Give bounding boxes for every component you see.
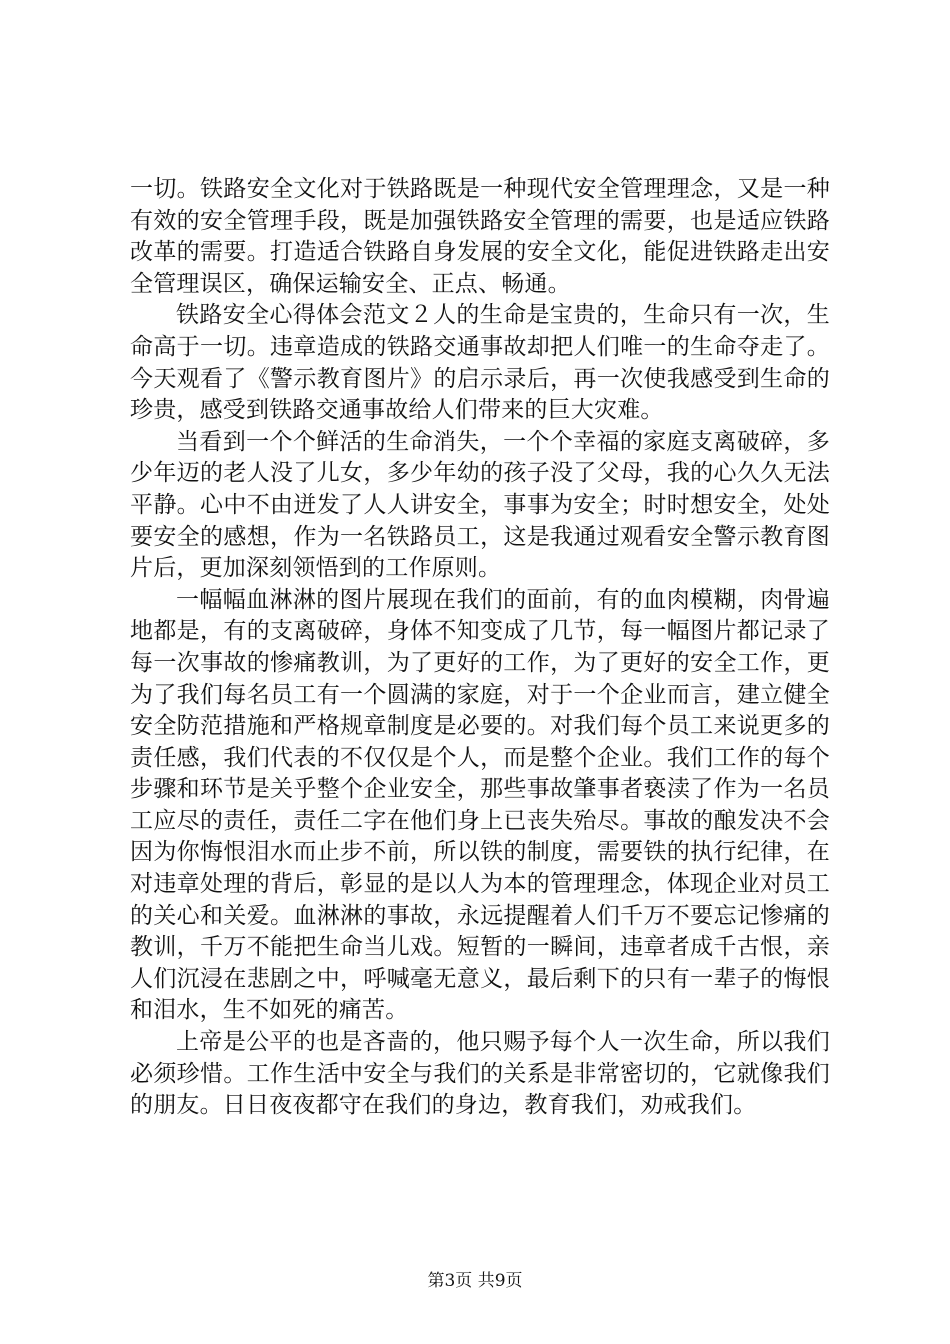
paragraph-1: 一切。铁路安全文化对于铁路既是一种现代安全管理理念，又是一种有效的安全管理手段，既是加强铁路安全管理的需要，也是适应铁路改革的需要。打造适合铁路自身发展的安全文化，能促进铁路走出安全管理误区，确保运输安全、正点、畅通。 — [130, 176, 830, 297]
paragraph-5: 上帝是公平的也是吝啬的，他只赐予每个人一次生命，所以我们必须珍惜。工作生活中安全与我们的关系是非常密切的，它就像我们的朋友。日日夜夜都守在我们的身边，教育我们，劝戒我们。 — [130, 1029, 830, 1119]
paragraph-3: 当看到一个个鲜活的生命消失，一个个幸福的家庭支离破碎，多少年迈的老人没了儿女，多少年幼的孩子没了父母，我的心久久无法平静。心中不由迸发了人人讲安全，事事为安全；时时想安全，处处要安全的感想，作为一名铁路员工，这是我通过观看安全警示教育图片后，更加深刻领悟到的工作原则。 — [130, 428, 830, 582]
paragraph-4: 一幅幅血淋淋的图片展现在我们的面前，有的血肉模糊，肉骨遍地都是，有的支离破碎，身体不知变成了几节，每一幅图片都记录了每一次事故的惨痛教训，为了更好的工作，为了更好的安全工作，更为了我们每名员工有一个圆满的家庭，对于一个企业而言，建立健全安全防范措施和严格规章制度是必要的。对我们每个员工来说更多的责任感，我们代表的不仅仅是个人，而是整个企业。我们工作的每个步骤和环节是关乎整个企业安全，那些事故肇事者亵渎了作为一名员工应尽的责任，责任二字在他们身上已丧失殆尽。事故的酿发决不会因为你悔恨泪水而止步不前，所以铁的制度，需要铁的执行纪律，在对违章处理的背后，彰显的是以人为本的管理理念，体现企业对员工的关心和关爱。血淋淋的事故，永远提醒着人们千万不要忘记惨痛的教训，千万不能把生命当儿戏。短暂的一瞬间，违章者成千古恨，亲人们沉浸在悲剧之中，呼喊毫无意义，最后剩下的只有一辈子的悔恨和泪水，生不如死的痛苦。 — [130, 586, 830, 1024]
paragraph-2: 铁路安全心得体会范文２人的生命是宝贵的，生命只有一次，生命高于一切。违章造成的铁路交通事故却把人们唯一的生命夺走了。今天观看了《警示教育图片》的启示录后，再一次使我感受到生命的珍贵，感受到铁路交通事故给人们带来的巨大灾难。 — [130, 302, 830, 424]
page-number-footer: 第3页 共9页 — [427, 1271, 523, 1291]
document-body — [130, 174, 830, 1122]
